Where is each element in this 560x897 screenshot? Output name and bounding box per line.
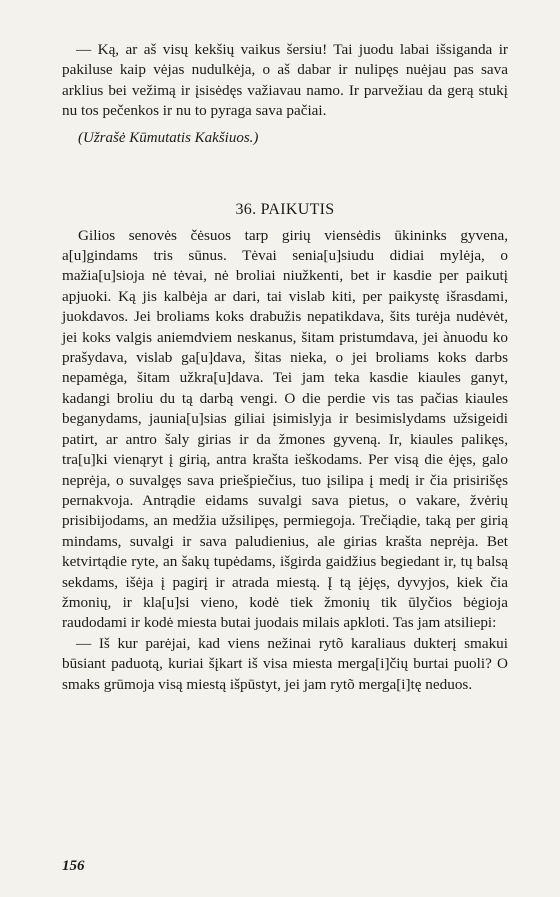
story-paragraph: Gilios senovės čėsuos tarp girių viensėdis ūkininks gyvena, a[u]gindams tris sūnus. Tėvai senia[u]siudu didiai mylėja, o mažia[u]sioja nė tėvai, nė broliai niužkenti, bet ir kasdie per paikutį apjuoki. Ką jis kalbėja ar dari, tai vislab kiti, per paikystę išrasdami, juokdavos. Jei broliams koks drabužis nepatikdava, šits turėja nudėvėt, jei koks valgis aniemdviem neskanus, šitam pristumdava, jei ànuodu ko prašydava, vislab ga[u]dava, šitas nieka, o jei broliams koks darbs nepamėga, šitam užkra[u]dava. Tei jam teka kasdie kiaules ganyt, kadangi broliu du tą darbą vengi. O die perdie vis tas pačias kiaules beganydams, jaunia[u]sias giliai įsimislyja ir besimislydams užsigeidi patirt, ar antro šaly girias ir da žmones gyveną. Ir, kiaules palikęs, tra[u]ki vienąryt į girią, antra krašta ieškodams. Per visą die ėjęs, galo neprėja, o suvalgęs sava priešpiečius, tuo įsilipa į medį ir čia prisirišęs pernakvoja. Antrądie eidams suvalgi sava pietus, o vakare, žvėrių prisibijodams, an medžia užsilipęs, permiegoja. Trečiądie, taką per girią mindams, suvalgi ir sava paludienius, ale girias krašta neprėja. Bet ketvirtądie ryte, an šakų tupėdams, išgirda gaidžius begiedant ir, tų balsą sekdams, išėja į pagirį ir atrada miestą. Į tą įėjęs, dyvyjos, kiek čia žmonių, ir kla[u]si vieno, kodė tiek žmonių tik ūlyčios bėgioja raudodami ir kodė miesta butai juodais milais apkloti. Tas jam atsiliepi: bbox=[62, 226, 508, 632]
page-number: 156 bbox=[62, 858, 85, 874]
story-heading: 36. PAIKUTIS bbox=[235, 200, 335, 218]
story-dialog-paragraph: — Iš kur parėjai, kad viens nežinai rytõ karaliaus dukterį smakui būsiant paduotą, kuriai šįkart iš visa miesta merga[i]čių burtai puoli? O smaks grūmoja visą miestą išpūstyt, jei jam rytõ merga[i]tę neduos. bbox=[62, 634, 508, 693]
intro-paragraph: — Ką, ar aš visų kekšių vaikus šersiu! Tai juodu labai išsiganda ir pakiluse kaip vėjas nudulkėja, o aš dabar ir nulipęs nuėjau pas sava arklius bei vežimą ir įsisėdęs važiavau namo. Ir parvežiau da gerą stukį nu tos pečenkos ir nu to pyraga sava pačiai. bbox=[62, 41, 508, 120]
source-note: (Užrašė Kūmutatis Kakšiuos.) bbox=[78, 129, 259, 146]
book-page bbox=[62, 40, 508, 695]
